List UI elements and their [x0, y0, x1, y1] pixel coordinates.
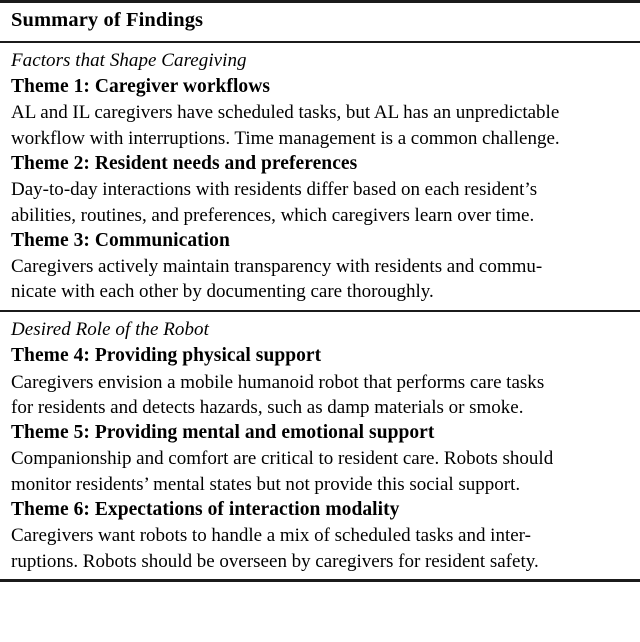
theme-body-line: nicate with each other by documenting care thoroughly. [11, 281, 434, 303]
theme-body-line: for residents and detects hazards, such as damp materials or smoke. [11, 396, 524, 418]
theme-body [11, 370, 631, 421]
theme-body [11, 446, 631, 497]
theme-heading: Theme 3: Communication [11, 229, 230, 251]
theme-body [11, 523, 631, 574]
theme-body [11, 254, 631, 305]
theme-body-line: Day-to-day interactions with residents differ based on each resident’s [11, 179, 538, 201]
theme-body-line: Companionship and comfort are critical to resident care. Robots should [11, 448, 554, 470]
theme-body-line: ruptions. Robots should be overseen by caregivers for resident safety. [11, 550, 539, 572]
theme-heading: Theme 5: Providing mental and emotional support [11, 422, 435, 444]
page-title: Summary of Findings [11, 9, 204, 31]
theme-body-line: monitor residents’ mental states but not provide this social support. [11, 473, 521, 495]
theme-body-line: abilities, routines, and preferences, which caregivers learn over time. [11, 204, 535, 226]
section-label: Desired Role of the Robot [11, 318, 209, 340]
theme-block [11, 420, 631, 497]
theme-heading: Theme 2: Resident needs and preferences [11, 153, 358, 175]
theme-body-line: Caregivers envision a mobile humanoid robot that performs care tasks [11, 371, 545, 393]
theme-heading: Theme 4: Providing physical support [11, 345, 322, 367]
theme-body-line: Caregivers want robots to handle a mix of scheduled tasks and inter- [11, 525, 531, 547]
table-bottom-rule [0, 579, 640, 582]
theme-block [11, 497, 631, 574]
theme-heading: Theme 1: Caregiver workflows [11, 76, 271, 98]
theme-heading: Theme 6: Expectations of interaction modality [11, 499, 400, 521]
theme-block [11, 343, 631, 420]
theme-body-line: Caregivers actively maintain transparency with residents and commu- [11, 256, 543, 278]
table-section-robot-role [0, 312, 640, 579]
table-section-factors [0, 43, 640, 310]
theme-block [11, 74, 631, 151]
section-label: Factors that Shape Caregiving [11, 49, 247, 71]
theme-block [11, 151, 631, 228]
table-title-row [0, 3, 640, 41]
theme-block [11, 228, 631, 305]
theme-body [11, 100, 631, 151]
theme-body-line: AL and IL caregivers have scheduled tasks, but AL has an unpredictable [11, 102, 560, 124]
theme-body-line: workflow with interruptions. Time management is a common challenge. [11, 127, 560, 149]
theme-body [11, 177, 631, 228]
